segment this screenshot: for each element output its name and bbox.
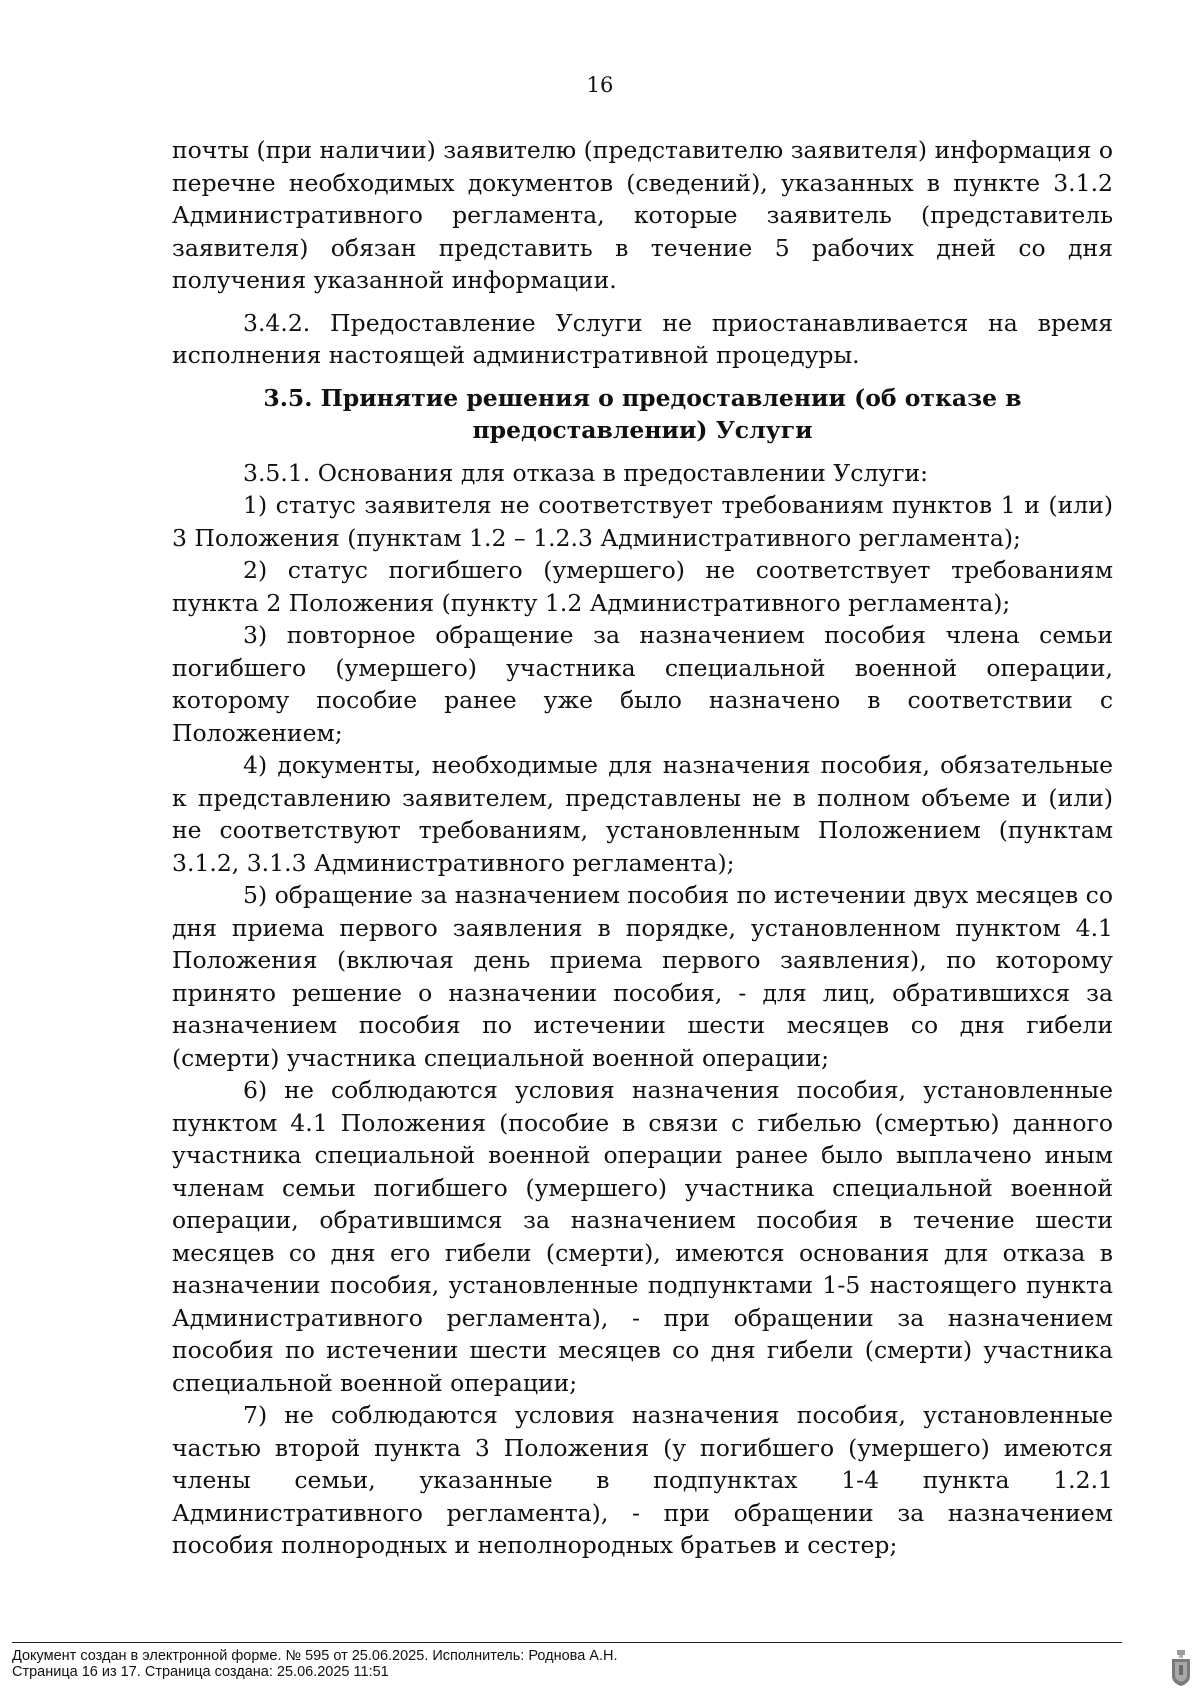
list-item: 2) статус погибшего (умершего) не соответствует требованиям пункта 2 Положения (пункту 1.2 Административного регламента);	[172, 556, 1113, 617]
paragraph: почты (при наличии) заявителю (представителю заявителя) информация о перечне необходимых документов (сведений), указанных в пункте 3.1.2 Административного регламента, которые заявитель (представитель заявителя) обязан представить в течение 5 рабочих дней со дня получения указанной информации.	[172, 136, 1113, 294]
list-item: 7) не соблюдаются условия назначения пособия, установленные частью второй пункта 3 Положения (у погибшего (умершего) имеются члены семьи, указанные в подпунктах 1-4 пункта 1.2.1 Административного регламента), - при обращении за назначением пособия полнородных и неполнородных братьев и сестер;	[172, 1401, 1113, 1559]
list-item: 3) повторное обращение за назначением пособия члена семьи погибшего (умершего) участника специальной военной операции, которому пособие ранее уже было назначено в соответствии с Положением;	[172, 621, 1113, 747]
page-number: 16	[586, 73, 614, 97]
list-item: 6) не соблюдаются условия назначения пособия, установленные пунктом 4.1 Положения (пособие в связи с гибелью (смертью) данного участника специальной военной операции ранее было выплачено иным членам семьи погибшего (умершего) участника специальной военной операции, обратившимся за назначением пособия в течение шести месяцев со дня его гибели (смерти), имеются основания для отказа в назначении пособия, установленные подпунктами 1-5 настоящего пункта Административного регламента), - при обращении за назначением пособия по истечении шести месяцев со дня гибели (смерти) участника специальной военной операции;	[172, 1076, 1113, 1397]
footer-page-info: Страница 16 из 17. Страница создана: 25.06.2025 11:51	[12, 1664, 389, 1680]
paragraph: 3.5.1. Основания для отказа в предоставлении Услуги:	[243, 458, 929, 487]
document-body	[172, 134, 1113, 1562]
footer-divider	[12, 1642, 1122, 1643]
list-item: 4) документы, необходимые для назначения пособия, обязательные к представлению заявителем, представлены не в полном объеме и (или) не соответствуют требованиям, установленным Положением (пунктам 3.1.2, 3.1.3 Административного регламента);	[172, 751, 1113, 877]
coat-of-arms-icon	[1170, 1650, 1192, 1686]
list-item: 1) статус заявителя не соответствует требованиям пунктов 1 и (или) 3 Положения (пунктам 1.2 – 1.2.3 Административного регламента);	[172, 491, 1113, 552]
footer-document-info: Документ создан в электронной форме. № 595 от 25.06.2025. Исполнитель: Роднова А.Н.	[12, 1648, 618, 1664]
section-heading: 3.5. Принятие решения о предоставлении (об отказе в предоставлении) Услуги	[263, 383, 1022, 444]
list-item: 5) обращение за назначением пособия по истечении двух месяцев со дня приема первого заявления в порядке, установленном пунктом 4.1 Положения (включая день приема первого заявления), по которому принято решение о назначении пособия, - для лиц, обратившихся за назначением пособия по истечении шести месяцев со дня гибели (смерти) участника специальной военной операции;	[172, 881, 1113, 1072]
footer	[12, 1648, 1112, 1680]
paragraph: 3.4.2. Предоставление Услуги не приостанавливается на время исполнения настоящей административной процедуры.	[172, 308, 1113, 369]
